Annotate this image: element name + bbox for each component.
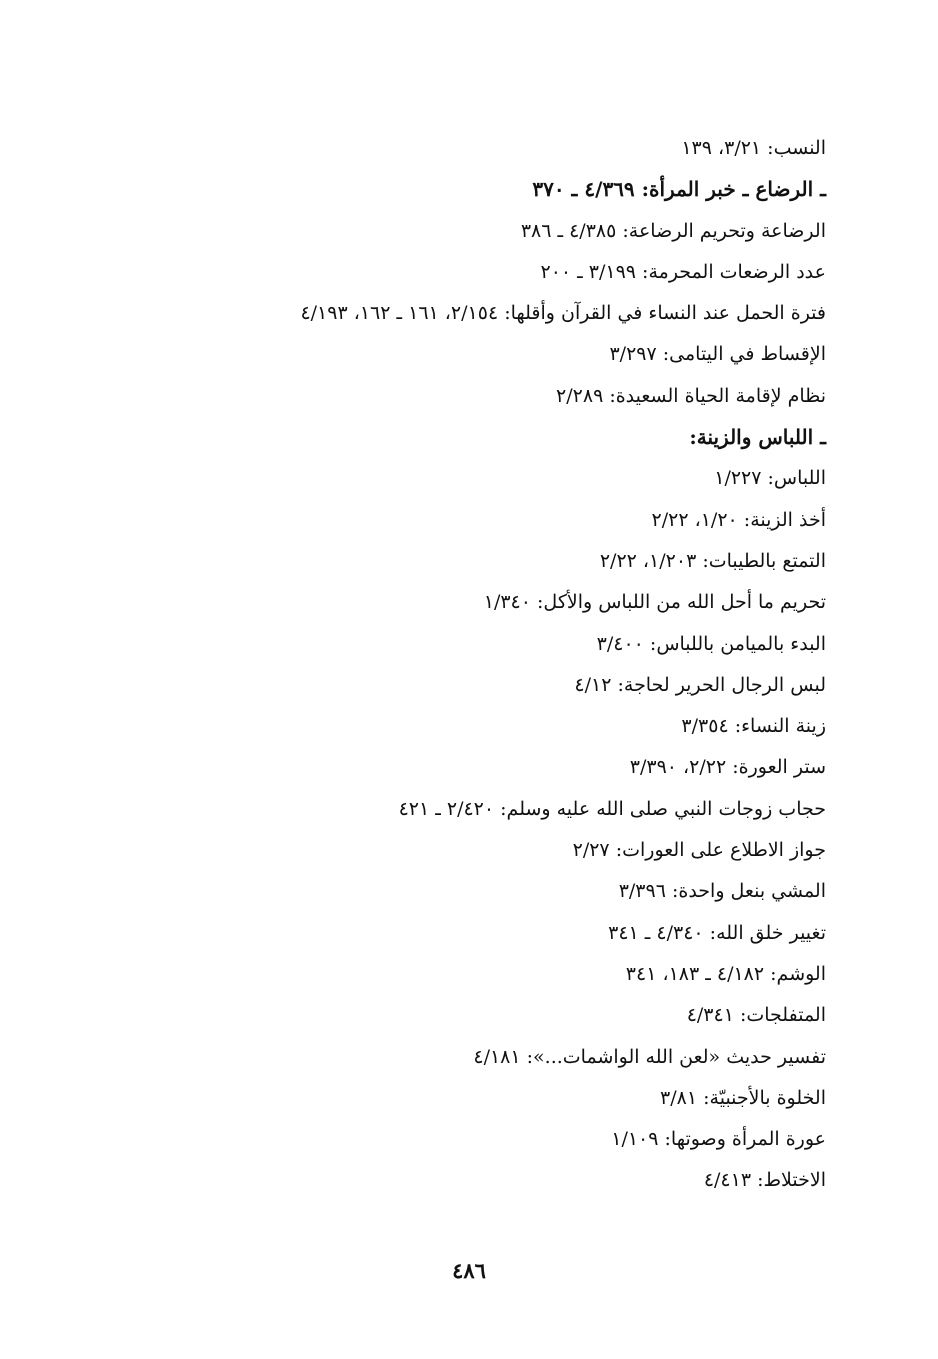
section-heading: ـ اللباس والزينة: [689,425,826,450]
index-entry: فترة الحمل عند النساء في القرآن وأقلها: ٢/١٥٤، ١٦١ ـ ١٦٢، ٤/١٩٣ [300,302,826,325]
index-entry: الرضاعة وتحريم الرضاعة: ٤/٣٨٥ ـ ٣٨٦ [520,219,826,242]
index-entry: اللباس: ١/٢٢٧ [714,467,826,490]
index-entry: الوشم: ٤/١٨٢ ـ ١٨٣، ٣٤١ [625,962,826,985]
index-entry: نظام لإقامة الحياة السعيدة: ٢/٢٨٩ [556,384,826,407]
index-entry: عورة المرأة وصوتها: ١/١٠٩ [611,1128,826,1151]
index-entry: الخلوة بالأجنبيّة: ٣/٨١ [660,1086,826,1109]
index-entry: التمتع بالطيبات: ١/٢٠٣، ٢/٢٢ [599,549,826,572]
index-entry: الإقساط في اليتامى: ٣/٢٩٧ [609,343,826,366]
index-entry: الاختلاط: ٤/٤١٣ [703,1169,826,1192]
index-entry: تفسير حديث «لعن الله الواشمات...»: ٤/١٨١ [473,1045,826,1068]
index-entry: جواز الاطلاع على العورات: ٢/٢٧ [572,839,826,862]
index-entry: زينة النساء: ٣/٣٥٤ [681,715,826,738]
index-entry: تغيير خلق الله: ٤/٣٤٠ ـ ٣٤١ [608,921,826,944]
index-entry: أخذ الزينة: ١/٢٠، ٢/٢٢ [651,508,826,531]
section-heading: ـ الرضاع ـ خبر المرأة: ٤/٣٦٩ ـ ٣٧٠ [532,177,826,202]
index-entry: النسب: ٣/٢١، ١٣٩ [681,137,826,159]
index-entry: عدد الرضعات المحرمة: ٣/١٩٩ ـ ٢٠٠ [540,260,826,283]
index-entries [106,128,826,1202]
index-entry: المتفلجات: ٤/٣٤١ [686,1004,826,1027]
index-entry: لبس الرجال الحرير لحاجة: ٤/١٢ [574,673,826,696]
page-number: ٤٨٦ [452,1258,486,1283]
index-entry: تحريم ما أحل الله من اللباس والأكل: ١/٣٤٠ [483,591,826,614]
index-entry: حجاب زوجات النبي صلى الله عليه وسلم: ٢/٤٢٠ ـ ٤٢١ [398,797,826,820]
index-entry: ستر العورة: ٢/٢٢، ٣/٣٩٠ [629,756,826,779]
index-entry: البدء بالميامن باللباس: ٣/٤٠٠ [596,632,826,655]
index-entry: المشي بنعل واحدة: ٣/٣٩٦ [618,880,826,903]
